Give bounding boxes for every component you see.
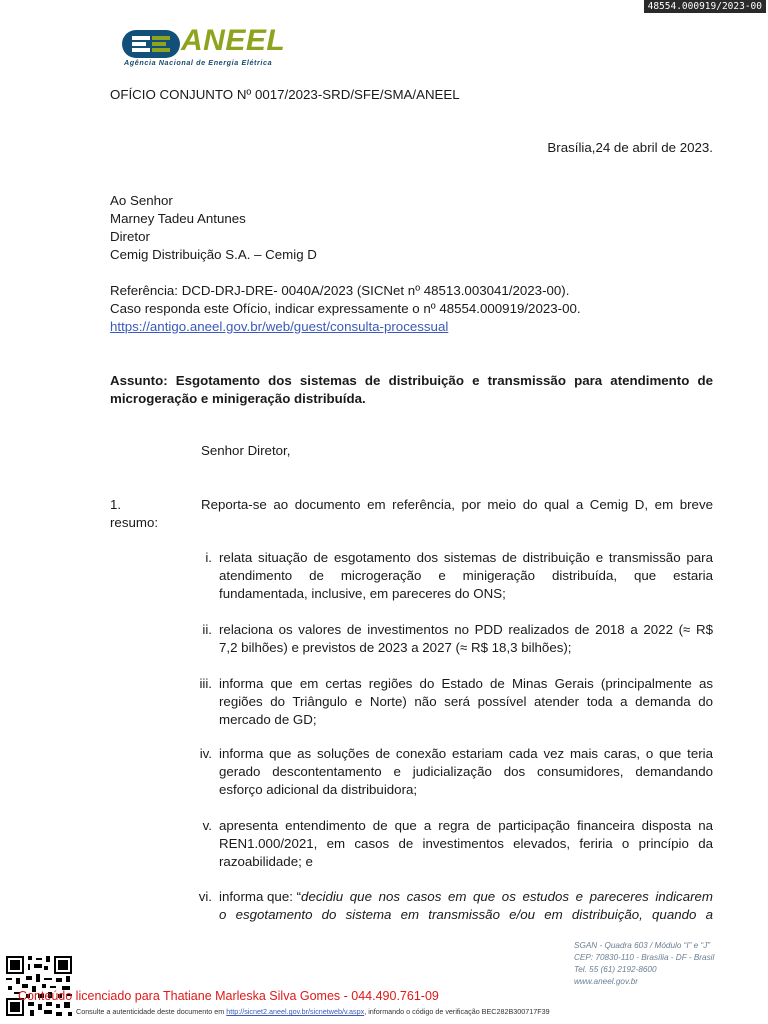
item-line: atendimento de microgeração e minigeração distribuída, que estaria — [219, 568, 713, 583]
item-quote: decidiu que nos casos em que os estudos e pareceres indicarem — [301, 889, 713, 904]
item-line: mercado de GD; — [219, 712, 317, 727]
item-line: esforço adicional da distribuidora; — [219, 782, 418, 797]
item-line: gerado descontentamento e judicialização dos consumidores, demandando — [219, 764, 713, 779]
item-number: iii. — [199, 676, 212, 691]
reference-line: Caso responda este Ofício, indicar expressamente o nº 48554.000919/2023-00. — [110, 301, 581, 316]
item-lead: informa que: “ — [219, 889, 302, 904]
paragraph-text: Reporta-se ao documento em referência, por meio do qual a Cemig D, em breve — [201, 497, 713, 512]
item-line: REN1.000/2021, em casos de investimentos elevados, feriria o princípio da — [219, 836, 713, 851]
item-line: apresenta entendimento de que a regra de participação financeira disposta na — [219, 818, 713, 833]
recipient-line: Ao Senhor — [110, 193, 173, 208]
document-id-tag: 48554.000919/2023-00 — [644, 0, 766, 13]
item-line: razoabilidade; e — [219, 854, 313, 869]
item-line — [219, 888, 713, 906]
subject-line: microgeração e minigeração distribuída. — [110, 391, 366, 406]
item-line: relata situação de esgotamento dos sistemas de distribuição e transmissão para — [219, 550, 713, 565]
logo-tagline: Agência Nacional de Energia Elétrica — [124, 58, 273, 67]
recipient-line: Diretor — [110, 229, 150, 244]
authenticity-notice — [76, 1007, 550, 1016]
item-number: vi. — [198, 889, 212, 904]
reference-line: Referência: DCD-DRJ-DRE- 0040A/2023 (SICNet nº 48513.003041/2023-00). — [110, 283, 570, 298]
item-line: informa que as soluções de conexão estariam cada vez mais caras, o que teria — [219, 746, 713, 761]
item-line: fundamentada, inclusive, em pareceres do ONS; — [219, 586, 506, 601]
item-number: ii. — [202, 622, 212, 637]
place-date: Brasília,24 de abril de 2023. — [547, 140, 713, 155]
recipient-line: Marney Tadeu Antunes — [110, 211, 246, 226]
salutation: Senhor Diretor, — [201, 443, 291, 458]
item-line: informa que em certas regiões do Estado de Minas Gerais (principalmente as — [219, 676, 713, 691]
item-quote: o esgotamento do sistema em transmissão e/ou em distribuição, quando a — [219, 907, 713, 922]
item-line: regiões do Triângulo e Norte) não será possível atender toda a demanda do — [219, 694, 713, 709]
document-title: OFÍCIO CONJUNTO Nº 0017/2023-SRD/SFE/SMA/ANEEL — [110, 87, 460, 102]
item-line: relaciona os valores de investimentos no PDD realizados de 2018 a 2022 (≈ R$ — [219, 622, 713, 637]
address-line: SGAN - Quadra 603 / Módulo “I” e “J” — [574, 941, 711, 950]
item-number: i. — [205, 550, 212, 565]
qr-code-icon — [6, 956, 72, 1016]
footer-address — [574, 940, 714, 988]
item-line: 7,2 bilhões) e previstos de 2023 a 2027 (≈ R$ 18,3 bilhões); — [219, 640, 572, 655]
paragraph-number: 1. — [110, 497, 122, 512]
item-number: v. — [202, 818, 212, 833]
subject-line: Assunto: Esgotamento dos sistemas de distribuição e transmissão para atendimento de — [110, 373, 713, 388]
auth-suffix: , informando o código de verificação BEC282B300717F39 — [364, 1007, 550, 1016]
address-line: Tel. 55 (61) 2192-8600 — [574, 965, 657, 974]
license-notice: Conteúdo licenciado para Thatiane Marleska Silva Gomes - 044.490.761-09 — [18, 989, 439, 1003]
address-line: CEP: 70830-110 - Brasília - DF - Brasil — [574, 953, 715, 962]
process-lookup-link[interactable]: https://antigo.aneel.gov.br/web/guest/consulta-processual — [110, 319, 449, 334]
logo-wordmark: ANEEL — [181, 24, 286, 57]
auth-prefix: Consulte a autenticidade deste documento em — [76, 1007, 225, 1016]
recipient-line: Cemig Distribuição S.A. – Cemig D — [110, 247, 317, 262]
address-line: www.aneel.gov.br — [574, 977, 639, 986]
auth-link[interactable]: http://sicnet2.aneel.gov.br/sicnetweb/v.aspx — [226, 1007, 365, 1016]
item-number: iv. — [199, 746, 212, 761]
paragraph-text: resumo: — [110, 515, 159, 530]
